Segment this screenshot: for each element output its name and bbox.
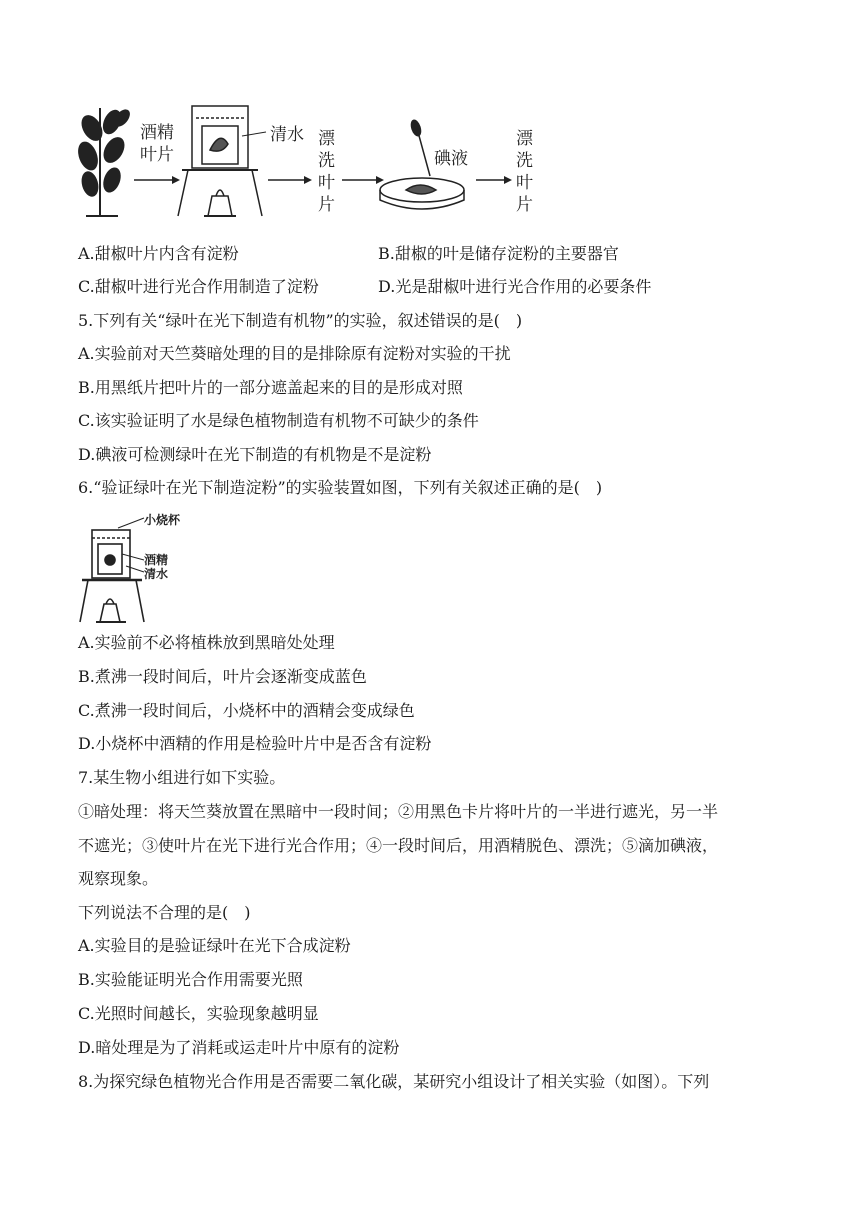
label-rinse-1-char-2: 洗 xyxy=(318,151,335,171)
q7-body-line-1: ①暗处理：将天竺葵放置在黑暗中一段时间；②用黑色卡片将叶片的一半进行遮光，另一半 xyxy=(78,802,719,821)
label-rinse-2-char-3: 叶 xyxy=(516,173,533,193)
label-leaf: 叶片 xyxy=(140,145,174,165)
q4-option-d: D.光是甜椒叶进行光合作用的必要条件 xyxy=(378,277,652,296)
label-rinse-1-char-4: 片 xyxy=(318,195,335,215)
q7-option-b: B.实验能证明光合作用需要光照 xyxy=(78,970,303,989)
label-rinse-2-char-4: 片 xyxy=(516,195,533,215)
q4-option-a: A.甜椒叶片内含有淀粉 xyxy=(78,244,239,263)
label-rinse-1-char-1: 漂 xyxy=(318,129,335,149)
q6-stem: 6.“验证绿叶在光下制造淀粉”的实验装置如图，下列有关叙述正确的是( ) xyxy=(78,478,603,497)
beaker-apparatus-figure xyxy=(78,508,196,626)
q7-option-c: C.光照时间越长，实验现象越明显 xyxy=(78,1004,319,1023)
experiment-flow-figure xyxy=(78,98,538,224)
q8-stem: 8.为探究绿色植物光合作用是否需要二氧化碳，某研究小组设计了相关实验（如图）。下列 xyxy=(78,1072,710,1091)
arrow-3 xyxy=(342,176,384,184)
arrow-2 xyxy=(268,176,312,184)
q6-option-d: D.小烧杯中酒精的作用是检验叶片中是否含有淀粉 xyxy=(78,734,432,753)
label-water: 清水 xyxy=(270,125,304,145)
q7-body-line-3: 观察现象。 xyxy=(78,869,159,888)
q5-option-a: A.实验前对天竺葵暗处理的目的是排除原有淀粉对实验的干扰 xyxy=(78,344,511,363)
label-rinse-2-char-2: 洗 xyxy=(516,151,533,171)
q4-option-b: B.甜椒的叶是储存淀粉的主要器官 xyxy=(378,244,619,263)
label-alcohol: 酒精 xyxy=(140,123,174,143)
heating-apparatus xyxy=(178,106,262,216)
q6-option-b: B.煮沸一段时间后，叶片会逐渐变成蓝色 xyxy=(78,667,367,686)
q6-option-c: C.煮沸一段时间后，小烧杯中的酒精会变成绿色 xyxy=(78,701,415,720)
q4-option-c: C.甜椒叶进行光合作用制造了淀粉 xyxy=(78,277,319,296)
q7-option-d: D.暗处理是为了消耗或运走叶片中原有的淀粉 xyxy=(78,1038,400,1057)
q7-stem: 7.某生物小组进行如下实验。 xyxy=(78,768,286,787)
label-water-2: 清水 xyxy=(144,567,169,581)
plant-illustration xyxy=(78,106,133,216)
arrow-4 xyxy=(476,176,512,184)
label-rinse-1-char-3: 叶 xyxy=(318,173,335,193)
label-small-beaker: 小烧杯 xyxy=(144,513,181,527)
arrow-1 xyxy=(134,176,180,184)
label-alcohol-2: 酒精 xyxy=(144,553,169,567)
q5-option-b: B.用黑纸片把叶片的一部分遮盖起来的目的是形成对照 xyxy=(78,378,463,397)
q5-option-c: C.该实验证明了水是绿色植物制造有机物不可缺少的条件 xyxy=(78,411,479,430)
q6-option-a: A.实验前不必将植株放到黑暗处处理 xyxy=(78,633,335,652)
q7-question: 下列说法不合理的是( ) xyxy=(78,903,251,922)
q7-body-line-2: 不遮光；③使叶片在光下进行光合作用；④一段时间后，用酒精脱色、漂洗；⑤滴加碘液， xyxy=(78,836,719,855)
label-iodine: 碘液 xyxy=(434,149,468,169)
q5-option-d: D.碘液可检测绿叶在光下制造的有机物是不是淀粉 xyxy=(78,445,432,464)
q7-option-a: A.实验目的是验证绿叶在光下合成淀粉 xyxy=(78,936,351,955)
q5-stem: 5.下列有关“绿叶在光下制造有机物”的实验，叙述错误的是( ) xyxy=(78,311,523,330)
label-rinse-2-char-1: 漂 xyxy=(516,129,533,149)
